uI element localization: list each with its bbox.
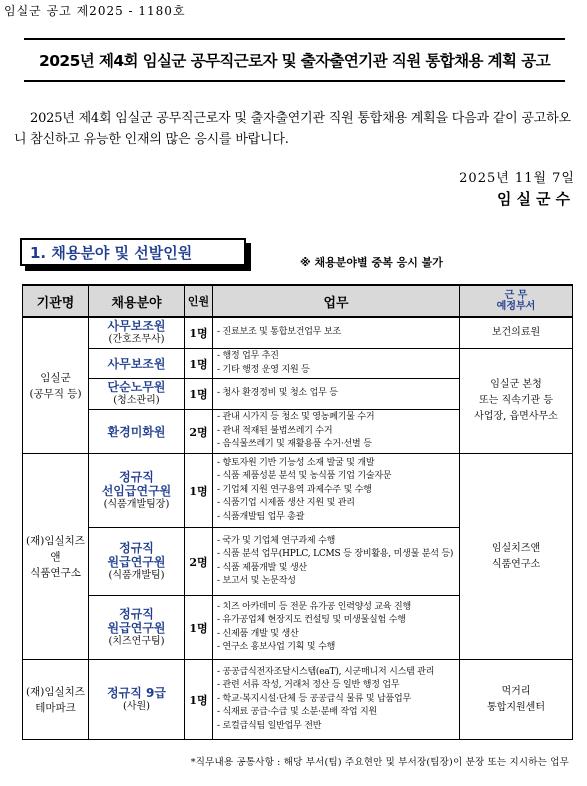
table-row xyxy=(23,349,573,379)
duty-line: - 향토자원 기반 기능성 소재 발굴 및 개발 xyxy=(217,457,375,468)
duty-cell xyxy=(213,596,460,660)
field-type: 정규직 xyxy=(119,469,154,484)
duty-line: - 행정 업무 추진 xyxy=(217,351,279,361)
notice-date: 2025년 11월 7일 xyxy=(459,171,575,186)
duty-line: - 음식물쓰레기 및 재활용품 수거·선별 등 xyxy=(217,439,372,450)
place-line: 임실군 본청 xyxy=(490,379,542,390)
title-box xyxy=(24,38,565,82)
count-cell: 1명 xyxy=(185,317,213,349)
place-cell xyxy=(460,349,573,454)
duty-cell xyxy=(213,379,460,410)
field-name: 단순노무원 xyxy=(107,380,166,394)
field-sub: (간호조무사) xyxy=(108,334,165,345)
agency-type: 테마파크 xyxy=(35,701,76,714)
duty-cell xyxy=(213,454,460,528)
duty-line: - 식재료 공급·수급 및 소분·분배 작업 지원 xyxy=(217,707,378,718)
field-sub: (식품개발팀장) xyxy=(103,498,170,510)
agency-type: (공무직 등) xyxy=(29,387,82,400)
notice-number: 임실군 공고 제2025 - 1180호 xyxy=(4,4,186,18)
place-line: 보건의료원 xyxy=(491,327,541,338)
section-heading: 1. 채용분야 및 선발인원 xyxy=(30,243,193,262)
field-name: 사무보조원 xyxy=(107,319,166,333)
field-cell xyxy=(89,349,185,379)
duty-line: - 관내 시가지 등 청소 및 영농폐기물 수거 xyxy=(217,412,375,423)
place-cell xyxy=(460,454,573,660)
header-field: 채용분야 xyxy=(89,285,185,317)
table-header-row xyxy=(23,285,573,317)
count-cell: 1명 xyxy=(185,454,213,528)
field-sub: (식품개발팀) xyxy=(108,569,165,581)
duty-cell xyxy=(213,410,460,454)
place-line: 식품연구소 xyxy=(491,558,541,570)
duty-line: - 식품기업 시제품 생산 지원 및 관리 xyxy=(217,498,355,509)
agency-name: (재)임실치즈 xyxy=(26,685,85,698)
place-cell xyxy=(460,317,573,349)
duty-line: - 공공급식전자조달시스템(eaT), 시군매니저 시스템 관리 xyxy=(217,666,435,677)
duty-line: - 보고서 및 논문작성 xyxy=(217,576,296,586)
duty-line: - 식품개발팀 업무 총괄 xyxy=(217,511,305,522)
footnote: *직무내용 공통사항 : 해당 부서(팀) 주요현안 및 부서장(팀장)이 분장 또는 지시하는 업무 xyxy=(190,757,569,768)
field-cell xyxy=(89,660,185,740)
field-name: 환경미화원 xyxy=(107,424,166,439)
duty-line: - 기업체 지원 연구용역 과제수주 및 수행 xyxy=(217,484,372,495)
duty-cell xyxy=(213,528,460,596)
duty-line: - 관내 적재된 불법쓰레기 수거 xyxy=(217,425,333,436)
table-row xyxy=(23,660,573,740)
field-name: 정규직 9급 xyxy=(107,685,166,700)
count-cell: 2명 xyxy=(185,528,213,596)
count-cell: 1명 xyxy=(185,379,213,410)
agency-name: (재)임실치즈앤 xyxy=(26,534,85,563)
duty-cell xyxy=(213,349,460,379)
place-line: 또는 직속기관 등 xyxy=(479,395,553,406)
duty-line: - 로컬급식팀 일반업무 전반 xyxy=(217,720,322,731)
duty-line: - 진료보조 및 통합보건업무 보조 xyxy=(217,327,341,338)
field-type: 정규직 xyxy=(119,606,154,621)
field-name: 사무보조원 xyxy=(107,356,166,371)
field-cell xyxy=(89,410,185,454)
duty-line: - 치즈 아카데미 등 전문 유가공 인력양성 교육 진행 xyxy=(217,601,412,612)
place-cell xyxy=(460,660,573,740)
header-place-line2: 예정부서 xyxy=(496,301,536,312)
section-note: ※ 채용분야별 중복 응시 불가 xyxy=(300,256,443,269)
duty-line: - 관련 서류 작성, 거래처 정산 등 일반 행정 업무 xyxy=(217,680,400,691)
header-agency: 기관명 xyxy=(23,285,89,317)
intro-paragraph: 2025년 제4회 임실군 공무직근로자 및 출자출연기관 직원 통합채용 계획을 다음과 같이 공고하오니 참신하고 유능한 인재의 많은 응시를 바랍니다. xyxy=(14,111,571,147)
field-name: 원급연구원 xyxy=(107,620,166,635)
agency-cell xyxy=(23,660,89,740)
table-row xyxy=(23,454,573,528)
duty-line: - 국가 및 기업체 연구과제 수행 xyxy=(217,535,336,546)
field-cell xyxy=(89,379,185,410)
header-count: 인원 xyxy=(185,285,213,317)
duty-line: - 청사 환경정비 및 청소 업무 등 xyxy=(217,388,338,399)
agency-type: 식품연구소 xyxy=(30,566,81,579)
field-name: 원급연구원 xyxy=(107,554,166,569)
field-type: 정규직 xyxy=(119,540,154,555)
field-cell xyxy=(89,317,185,349)
table-row xyxy=(23,317,573,349)
recruitment-table xyxy=(22,284,573,740)
duty-line: - 유가공업체 현장지도 컨설팅 및 미생물실험 수행 xyxy=(217,615,406,625)
duty-cell xyxy=(213,660,460,740)
duty-line: - 연구소 홍보사업 기획 및 수행 xyxy=(217,642,336,652)
field-cell xyxy=(89,596,185,660)
place-line: 먹거리 xyxy=(501,685,531,697)
place-line: 통합지원센터 xyxy=(487,701,545,713)
duty-line: - 식품 분석 업무(HPLC, LCMS 등 장비활용, 미생물 분석 등) xyxy=(217,549,454,559)
count-cell: 1명 xyxy=(185,349,213,379)
header-place-line1: 근 무 xyxy=(504,290,528,301)
field-sub: (치즈연구팀) xyxy=(108,635,165,647)
count-cell: 2명 xyxy=(185,410,213,454)
field-sub: (사원) xyxy=(122,700,151,712)
duty-line: - 식품 제품성분 분석 및 농식품 기업 기술자문 xyxy=(217,471,392,482)
document-title: 2025년 제4회 임실군 공무직근로자 및 출자출연기관 직원 통합채용 계획 공고 xyxy=(39,52,550,70)
duty-line: - 식품 제품개발 및 생산 xyxy=(217,562,307,573)
section-heading-box xyxy=(20,238,246,266)
duty-line: - 학교·복지시설·단체 등 공공급식 물류 및 납품업무 xyxy=(217,693,412,704)
field-sub: (청소관리) xyxy=(113,395,160,406)
header-duty: 업무 xyxy=(213,285,460,317)
place-line: 임실치즈앤 xyxy=(491,542,541,554)
agency-cell xyxy=(23,317,89,454)
agency-cell xyxy=(23,454,89,660)
duty-cell xyxy=(213,317,460,349)
place-line: 사업장, 읍면사무소 xyxy=(474,411,558,422)
field-cell xyxy=(89,454,185,528)
duty-line: - 신제품 개발 및 생산 xyxy=(217,628,299,639)
agency-name: 임실군 xyxy=(40,371,71,384)
field-cell xyxy=(89,528,185,596)
issuer: 임실군수 xyxy=(497,190,575,208)
duty-line: - 기타 행정 운영 지원 등 xyxy=(217,364,310,375)
header-place xyxy=(460,285,573,317)
count-cell: 1명 xyxy=(185,660,213,740)
field-name: 선임급연구원 xyxy=(101,483,172,498)
count-cell: 1명 xyxy=(185,596,213,660)
